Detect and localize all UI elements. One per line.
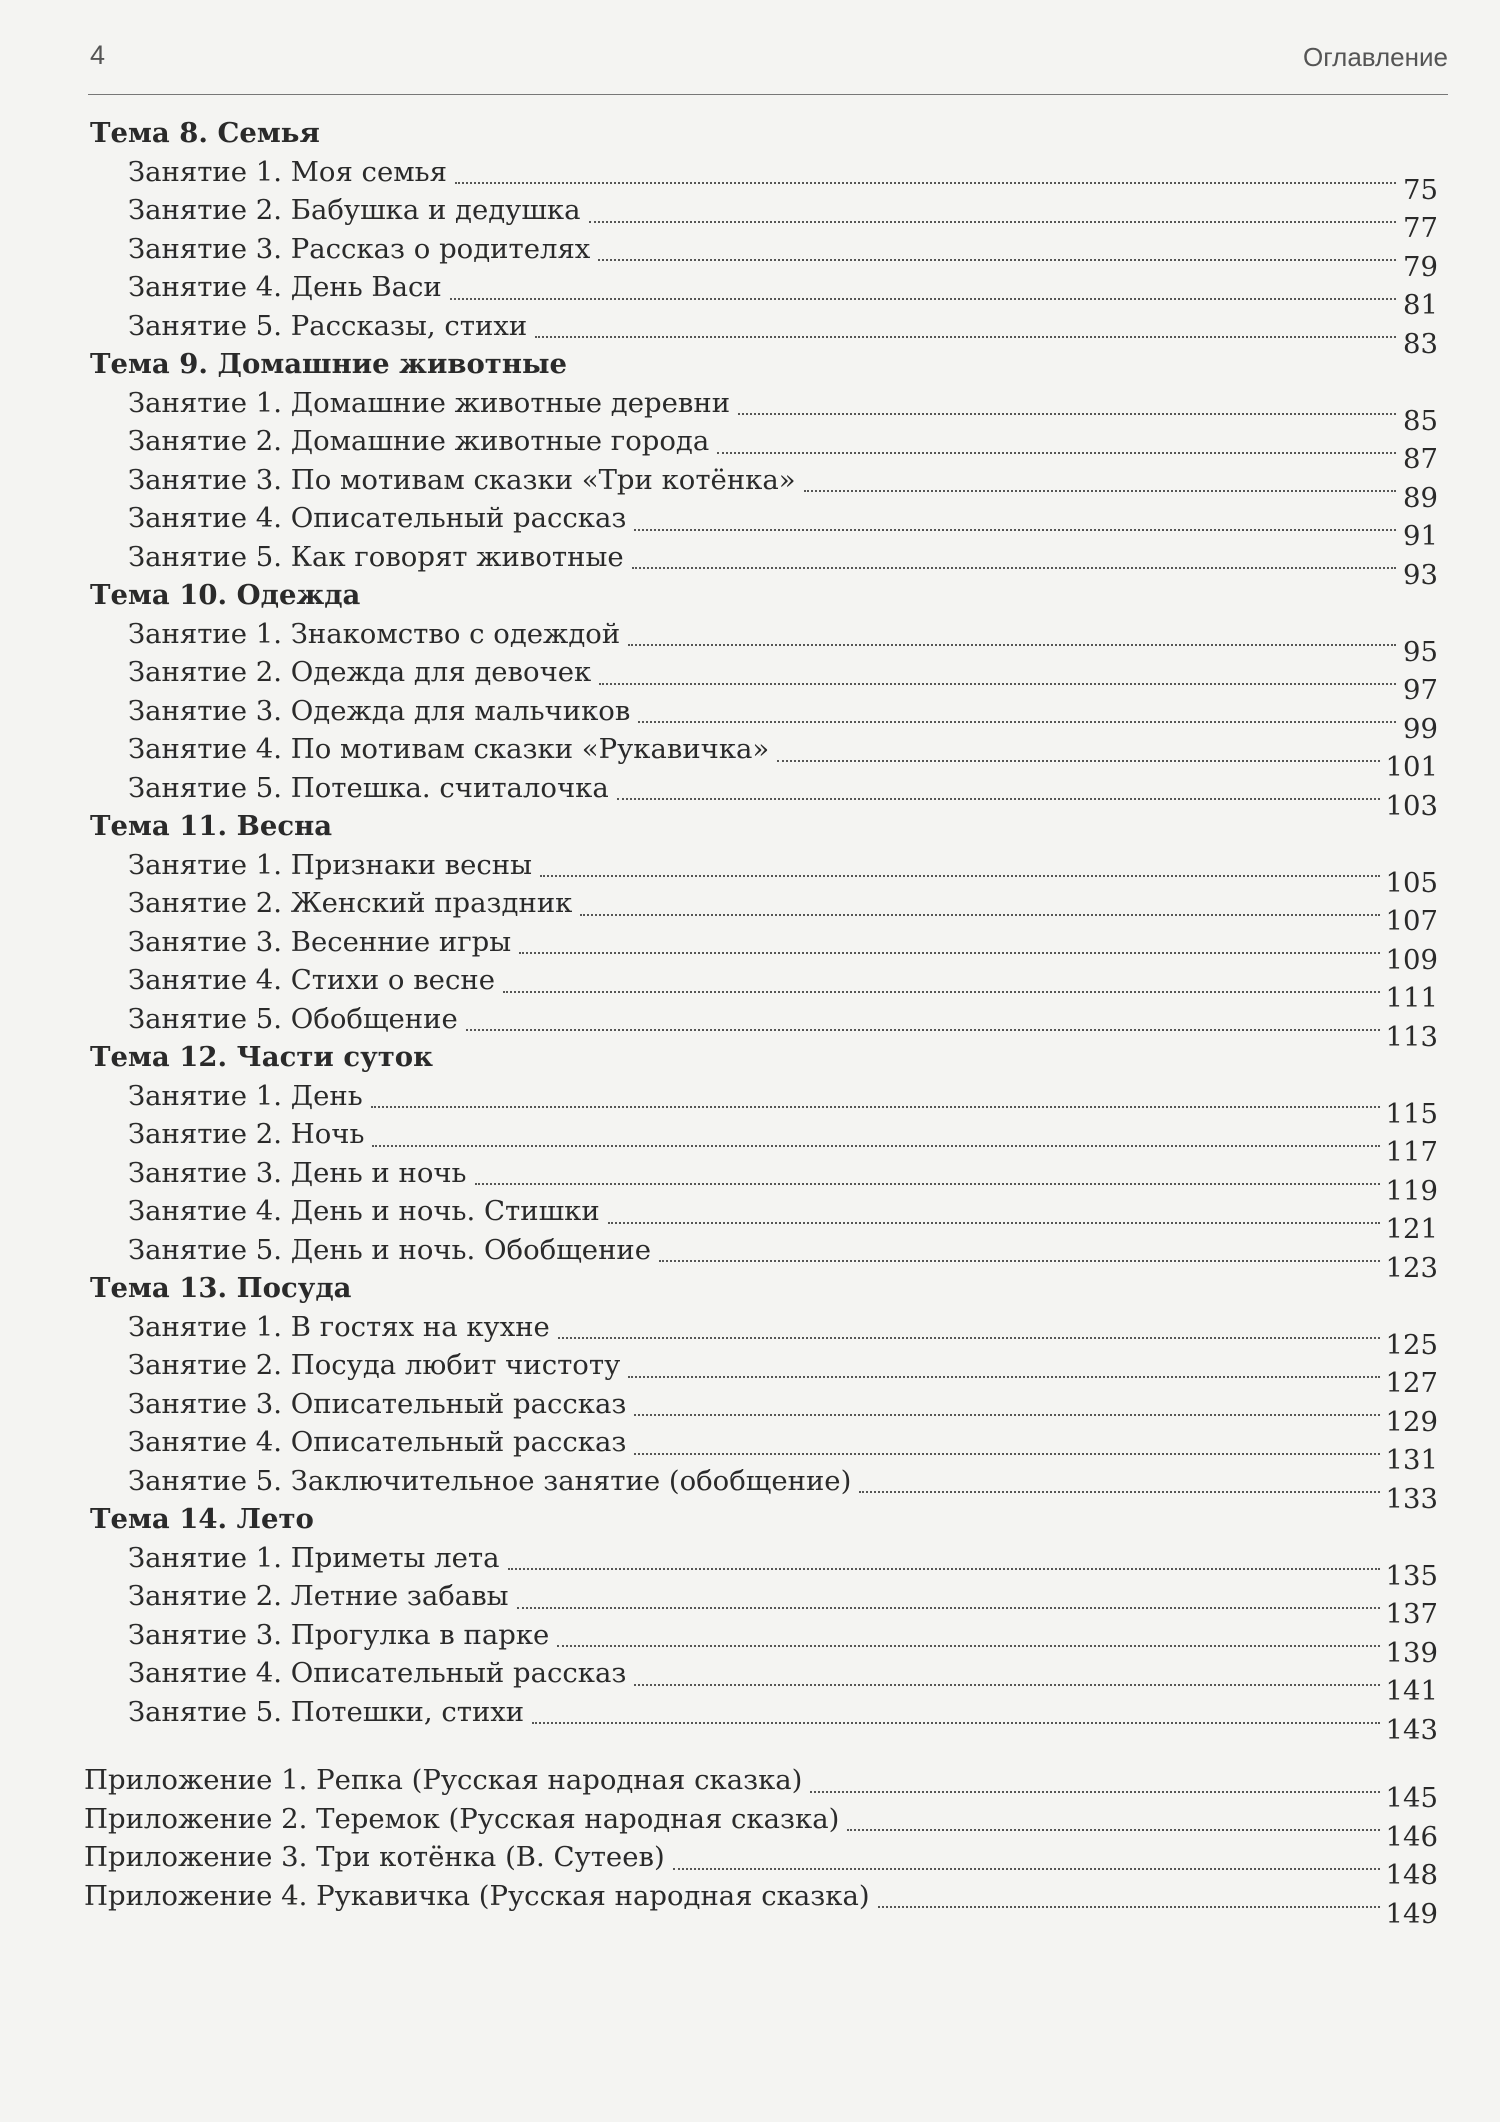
dot-leader xyxy=(508,1568,1380,1570)
dot-leader xyxy=(738,413,1396,415)
lesson-entry-title: Занятие 4. Описательный рассказ xyxy=(128,502,627,534)
dot-leader xyxy=(804,490,1396,492)
lesson-entry-title: Занятие 1. День xyxy=(128,1079,363,1112)
page-reference: 113 xyxy=(1385,1020,1438,1053)
page-reference: 117 xyxy=(1385,1136,1438,1168)
theme-heading xyxy=(0,1268,1500,1307)
page-reference: 107 xyxy=(1385,905,1438,937)
page-reference: 111 xyxy=(1385,982,1438,1014)
lesson-entry-title: Занятие 1. Знакомство с одеждой xyxy=(128,617,621,650)
page-reference: 77 xyxy=(1403,212,1438,244)
page-reference: 145 xyxy=(1385,1782,1438,1814)
appendix-entry-title: Приложение 1. Репка (Русская народная сказка) xyxy=(84,1764,803,1796)
lesson-entry xyxy=(0,1538,1500,1592)
dot-leader xyxy=(598,259,1396,261)
lesson-entry xyxy=(0,1076,1500,1130)
lesson-entry-title: Занятие 2. Одежда для девочек xyxy=(128,656,592,688)
lesson-entry xyxy=(0,421,1500,475)
lesson-entry xyxy=(0,306,1500,360)
appendix-entry-title: Приложение 4. Рукавичка (Русская народная сказка) xyxy=(84,1879,870,1912)
theme-heading-title: Тема 10. Одежда xyxy=(90,579,361,611)
page-number: 4 xyxy=(90,40,106,70)
lesson-entry xyxy=(0,267,1500,321)
lesson-entry-title: Занятие 1. Моя семья xyxy=(128,155,447,188)
lesson-entry-title: Занятие 4. Описательный рассказ xyxy=(128,1426,627,1458)
dot-leader xyxy=(628,644,1396,646)
page-reference: 85 xyxy=(1403,404,1438,437)
lesson-entry xyxy=(0,383,1500,437)
dot-leader xyxy=(638,721,1396,723)
lesson-entry xyxy=(0,1461,1500,1515)
lesson-entry-title: Занятие 2. Ночь xyxy=(128,1118,365,1150)
page-reference: 97 xyxy=(1403,674,1438,706)
dot-leader xyxy=(617,798,1380,800)
dot-leader xyxy=(878,1906,1380,1908)
theme-heading xyxy=(0,1499,1500,1538)
page-reference: 99 xyxy=(1403,712,1438,745)
lesson-entry xyxy=(0,729,1500,783)
appendix-entry xyxy=(0,1799,1500,1853)
dot-leader xyxy=(466,1029,1380,1031)
page-reference: 91 xyxy=(1403,520,1438,552)
dot-leader xyxy=(634,1414,1379,1416)
dot-leader xyxy=(810,1791,1379,1793)
lesson-entry xyxy=(0,999,1500,1053)
page-reference: 83 xyxy=(1403,327,1438,360)
lesson-entry xyxy=(0,1653,1500,1707)
dot-leader xyxy=(580,914,1379,916)
dot-leader xyxy=(455,182,1396,184)
lesson-entry xyxy=(0,652,1500,706)
lesson-entry-title: Занятие 4. По мотивам сказки «Рукавичка» xyxy=(128,733,770,765)
page-reference: 139 xyxy=(1385,1636,1438,1669)
lesson-entry xyxy=(0,691,1500,745)
page-reference: 123 xyxy=(1385,1251,1438,1284)
page-reference: 135 xyxy=(1385,1559,1438,1592)
page-reference: 87 xyxy=(1403,443,1438,475)
lesson-entry-title: Занятие 1. Признаки весны xyxy=(128,848,533,881)
page-reference: 101 xyxy=(1385,751,1438,783)
lesson-entry xyxy=(0,883,1500,937)
dot-leader xyxy=(634,1684,1379,1686)
lesson-entry-title: Занятие 3. По мотивам сказки «Три котёнка» xyxy=(128,463,796,496)
running-head: Оглавление xyxy=(1303,42,1448,72)
dot-leader xyxy=(673,1868,1380,1870)
dot-leader xyxy=(634,1453,1379,1455)
dot-leader xyxy=(558,1337,1380,1339)
lesson-entry-title: Занятие 2. Бабушка и дедушка xyxy=(128,194,581,226)
lesson-entry xyxy=(0,1384,1500,1438)
theme-heading-title: Тема 9. Домашние животные xyxy=(90,348,568,380)
lesson-entry-title: Занятие 5. Рассказы, стихи xyxy=(128,309,528,342)
lesson-entry xyxy=(0,1422,1500,1476)
lesson-entry-title: Занятие 3. Прогулка в парке xyxy=(128,1618,550,1651)
lesson-entry-title: Занятие 3. Описательный рассказ xyxy=(128,1387,627,1420)
page-reference: 109 xyxy=(1385,943,1438,976)
lesson-entry xyxy=(0,1692,1500,1746)
theme-heading xyxy=(0,575,1500,614)
page-reference: 137 xyxy=(1385,1598,1438,1630)
theme-heading-title: Тема 14. Лето xyxy=(90,1503,314,1535)
lesson-entry-title: Занятие 2. Женский праздник xyxy=(128,887,573,919)
lesson-entry-title: Занятие 4. День и ночь. Стишки xyxy=(128,1195,600,1227)
lesson-entry-title: Занятие 5. Заключительное занятие (обобщение) xyxy=(128,1464,852,1497)
lesson-entry-title: Занятие 1. В гостях на кухне xyxy=(128,1310,550,1343)
dot-leader xyxy=(535,336,1396,338)
lesson-entry xyxy=(0,1153,1500,1207)
lesson-entry xyxy=(0,1576,1500,1630)
page-reference: 141 xyxy=(1385,1675,1438,1707)
lesson-entry-title: Занятие 3. Одежда для мальчиков xyxy=(128,694,631,727)
lesson-entry xyxy=(0,537,1500,591)
page-reference: 127 xyxy=(1385,1367,1438,1399)
appendix-spacer xyxy=(0,1730,1500,1760)
page-reference: 95 xyxy=(1403,635,1438,668)
lesson-entry-title: Занятие 5. Обобщение xyxy=(128,1002,458,1035)
page-reference: 115 xyxy=(1385,1097,1438,1130)
appendix-entry xyxy=(0,1760,1500,1814)
page-reference: 125 xyxy=(1385,1328,1438,1361)
page-reference: 103 xyxy=(1385,789,1438,822)
lesson-entry-title: Занятие 5. Как говорят животные xyxy=(128,540,624,573)
page-reference: 129 xyxy=(1385,1405,1438,1438)
lesson-entry xyxy=(0,1230,1500,1284)
dot-leader xyxy=(632,567,1396,569)
lesson-entry-title: Занятие 1. Домашние животные деревни xyxy=(128,386,731,419)
lesson-entry-title: Занятие 5. Потешка. считалочка xyxy=(128,771,609,804)
dot-leader xyxy=(608,1222,1380,1224)
lesson-entry-title: Занятие 5. День и ночь. Обобщение xyxy=(128,1233,651,1266)
page-reference: 93 xyxy=(1403,558,1438,591)
dot-leader xyxy=(777,760,1379,762)
dot-leader xyxy=(540,875,1379,877)
page-reference: 105 xyxy=(1385,866,1438,899)
appendix-entry xyxy=(0,1837,1500,1891)
page-reference: 81 xyxy=(1403,289,1438,321)
dot-leader xyxy=(847,1829,1379,1831)
dot-leader xyxy=(589,221,1396,223)
table-of-contents xyxy=(0,113,1500,1930)
lesson-entry-title: Занятие 5. Потешки, стихи xyxy=(128,1695,525,1728)
lesson-entry xyxy=(0,768,1500,822)
page-reference: 148 xyxy=(1385,1859,1438,1891)
page-reference: 149 xyxy=(1385,1897,1438,1930)
dot-leader xyxy=(717,452,1396,454)
lesson-entry xyxy=(0,922,1500,976)
header-rule xyxy=(88,94,1448,95)
page-reference: 119 xyxy=(1385,1174,1438,1207)
lesson-entry xyxy=(0,152,1500,206)
theme-heading xyxy=(0,344,1500,383)
lesson-entry-title: Занятие 4. Стихи о весне xyxy=(128,964,495,996)
dot-leader xyxy=(371,1106,1380,1108)
lesson-entry-title: Занятие 3. День и ночь xyxy=(128,1156,467,1189)
lesson-entry-title: Занятие 3. Весенние игры xyxy=(128,925,512,958)
lesson-entry-title: Занятие 1. Приметы лета xyxy=(128,1541,500,1574)
lesson-entry xyxy=(0,190,1500,244)
page-reference: 79 xyxy=(1403,250,1438,283)
page-reference: 146 xyxy=(1385,1820,1438,1853)
theme-heading xyxy=(0,1037,1500,1076)
dot-leader xyxy=(532,1722,1379,1724)
lesson-entry-title: Занятие 4. День Васи xyxy=(128,271,442,303)
theme-heading-title: Тема 11. Весна xyxy=(90,810,333,842)
lesson-entry-title: Занятие 2. Летние забавы xyxy=(128,1580,509,1612)
lesson-entry xyxy=(0,460,1500,514)
appendix-entry-title: Приложение 2. Теремок (Русская народная сказка) xyxy=(84,1802,840,1835)
page-reference: 121 xyxy=(1385,1213,1438,1245)
page-reference: 131 xyxy=(1385,1444,1438,1476)
page-reference: 143 xyxy=(1385,1713,1438,1746)
lesson-entry xyxy=(0,614,1500,668)
lesson-entry xyxy=(0,1307,1500,1361)
lesson-entry xyxy=(0,1191,1500,1245)
dot-leader xyxy=(372,1145,1379,1147)
lesson-entry xyxy=(0,1114,1500,1168)
dot-leader xyxy=(503,991,1380,993)
page-reference: 89 xyxy=(1403,481,1438,514)
theme-heading-title: Тема 12. Части суток xyxy=(90,1041,433,1073)
dot-leader xyxy=(634,529,1396,531)
dot-leader xyxy=(450,298,1396,300)
lesson-entry-title: Занятие 2. Посуда любит чистоту xyxy=(128,1349,621,1381)
dot-leader xyxy=(519,952,1379,954)
appendix-entry-title: Приложение 3. Три котёнка (В. Сутеев) xyxy=(84,1841,665,1873)
theme-heading-title: Тема 13. Посуда xyxy=(90,1272,352,1304)
dot-leader xyxy=(859,1491,1379,1493)
dot-leader xyxy=(557,1645,1379,1647)
lesson-entry xyxy=(0,845,1500,899)
dot-leader xyxy=(659,1260,1380,1262)
lesson-entry xyxy=(0,1345,1500,1399)
lesson-entry-title: Занятие 2. Домашние животные города xyxy=(128,425,710,457)
dot-leader xyxy=(628,1376,1379,1378)
theme-heading xyxy=(0,806,1500,845)
lesson-entry xyxy=(0,229,1500,283)
dot-leader xyxy=(475,1183,1380,1185)
lesson-entry xyxy=(0,498,1500,552)
dot-leader xyxy=(517,1607,1380,1609)
lesson-entry xyxy=(0,960,1500,1014)
lesson-entry-title: Занятие 4. Описательный рассказ xyxy=(128,1657,627,1689)
page-reference: 75 xyxy=(1403,173,1438,206)
dot-leader xyxy=(599,683,1396,685)
theme-heading-title: Тема 8. Семья xyxy=(90,117,320,149)
theme-heading xyxy=(0,113,1500,152)
lesson-entry-title: Занятие 3. Рассказ о родителях xyxy=(128,232,591,265)
appendix-entry xyxy=(0,1876,1500,1930)
page-reference: 133 xyxy=(1385,1482,1438,1515)
lesson-entry xyxy=(0,1615,1500,1669)
